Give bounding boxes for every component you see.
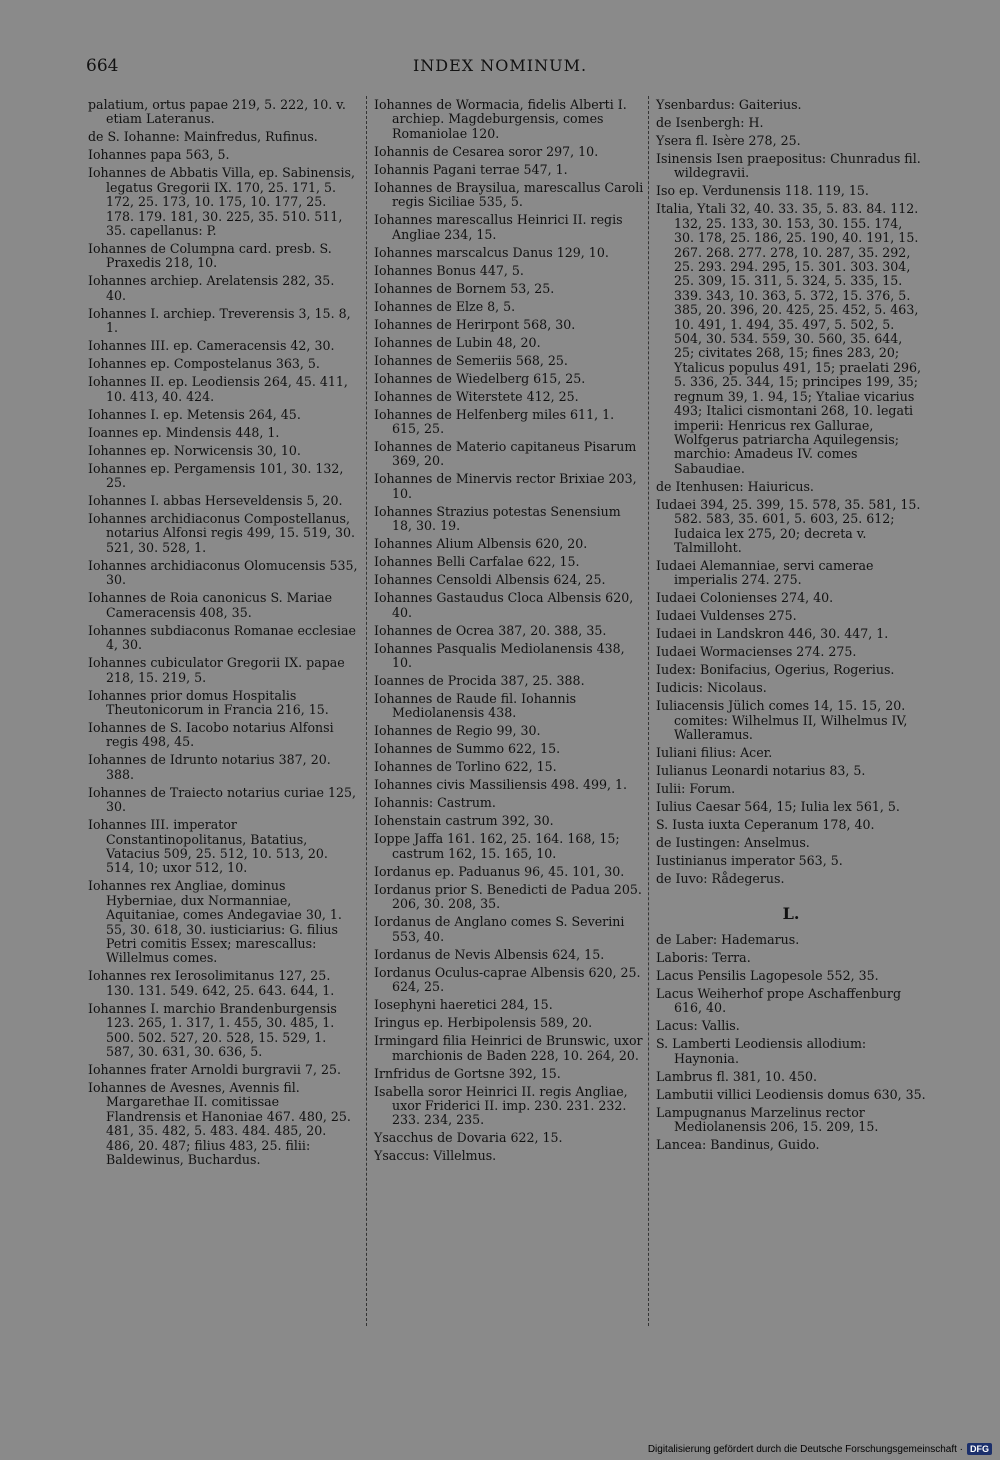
- footer: [648, 1443, 992, 1455]
- index-entry: Iohannes de Minervis rector Brixiae 203, 10.: [374, 471, 637, 501]
- index-entry: de Itenhusen: Haiuricus.: [656, 478, 814, 494]
- section-letter-heading: L.: [782, 903, 800, 923]
- index-entry: Iohannes archidiaconus Compostellanus, notarius Alfonsi regis 499, 15. 519, 30. 521, 30. 528, 1.: [88, 511, 356, 555]
- index-entry: Iohannis de Cesarea soror 297, 10.: [374, 143, 599, 159]
- index-entry: de Iuvo: Rådegerus.: [656, 871, 785, 887]
- index-entry: Iohannes ep. Compostelanus 363, 5.: [88, 356, 320, 372]
- index-column-2: [374, 98, 644, 1167]
- index-entry: Ioannes ep. Mindensis 448, 1.: [88, 424, 280, 440]
- index-entry: Iohannes archidiaconus Olomucensis 535, 30.: [88, 557, 358, 588]
- index-entry: Ysaccus: Villelmus.: [374, 1148, 497, 1164]
- index-entry: Iohannes de Bornem 53, 25.: [374, 280, 555, 296]
- index-entry: Isabella soror Heinrici II. regis Angliae, uxor Friderici II. imp. 230. 231. 232. 233. 234, 235.: [374, 1083, 628, 1128]
- index-entry: Iohannes de Torlino 622, 15.: [374, 759, 557, 775]
- index-entry: Iuliacensis Jülich comes 14, 15. 15, 20. comites: Wilhelmus II, Wilhelmus IV, Walleramus.: [656, 698, 908, 743]
- index-entry: Iohannes frater Arnoldi burgravii 7, 25.: [88, 1062, 341, 1077]
- index-entry: Iordanus Oculus-caprae Albensis 620, 25. 624, 25.: [374, 964, 641, 995]
- index-entry: Iulii: Forum.: [656, 781, 736, 797]
- index-entry: Iudaei Alemanniae, servi camerae imperialis 274. 275.: [656, 557, 874, 588]
- index-entry: Iohannes de Semeriis 568, 25.: [374, 352, 568, 368]
- index-entry: Iohannis Pagani terrae 547, 1.: [374, 161, 568, 177]
- index-entry: Iordanus de Anglano comes S. Severini 553, 40.: [374, 914, 625, 944]
- index-entry: Ioppe Jaffa 161. 162, 25. 164. 168, 15; castrum 162, 15. 165, 10.: [374, 831, 620, 861]
- running-title: INDEX NOMINUM.: [412, 56, 588, 75]
- index-entry: Iohannes III. imperator Constantinopolitanus, Batatius, Vatacius 509, 25. 512, 10. 513, 20. 514, 10; uxor 512, 10.: [88, 817, 328, 876]
- index-entry: Iohannes ep. Pergamensis 101, 30. 132, 25.: [88, 460, 344, 491]
- index-entry: Iudicis: Nicolaus.: [656, 680, 767, 696]
- index-entry: Iohannes de Roia canonicus S. Mariae Cameracensis 408, 35.: [88, 590, 333, 620]
- index-entry: Iohannes de Ocrea 387, 20. 388, 35.: [374, 622, 607, 638]
- index-entry: Iohannes de Abbatis Villa, ep. Sabinensis, legatus Gregorii IX. 170, 25. 171, 5. 172, 25. 173, 10. 175, 10. 177, 25. 178. 179. 181, 30. 225, 35. 510. 511, 35. capellanus: P.: [88, 165, 355, 239]
- index-entry: Iohannes de S. Iacobo notarius Alfonsi regis 498, 45.: [88, 719, 334, 750]
- index-entry: Iohannes Pasqualis Mediolanensis 438, 10.: [374, 640, 625, 671]
- index-entry: Iohannes de Elze 8, 5.: [374, 298, 516, 314]
- index-entry: Iordanus ep. Paduanus 96, 45. 101, 30.: [374, 863, 625, 879]
- index-entry: Iohannes I. ep. Metensis 264, 45.: [88, 406, 301, 422]
- footer-credit: Digitalisierung gefördert durch die Deutsche Forschungsgemeinschaft ·: [647, 1443, 963, 1455]
- index-entry: Isinensis Isen praepositus: Chunradus fil. wildegravii.: [656, 151, 921, 181]
- index-entry: Iohannes Censoldi Albensis 624, 25.: [374, 572, 606, 588]
- column-divider: [366, 96, 367, 1326]
- index-entry: Iustinianus imperator 563, 5.: [656, 853, 843, 869]
- index-entry: Iohannes de Summo 622, 15.: [374, 741, 561, 757]
- index-entry: Iulius Caesar 564, 15; Iulia lex 561, 5.: [656, 799, 900, 815]
- index-entry: Iohannis: Castrum.: [374, 795, 496, 811]
- index-entry: Irnfridus de Gortsne 392, 15.: [374, 1065, 561, 1081]
- index-column-3: [656, 98, 926, 1156]
- index-entry: Iuliani filius: Acer.: [656, 745, 773, 761]
- index-entry: Iohannes Strazius potestas Senensium 18, 30. 19.: [374, 503, 621, 534]
- index-entry: S. Iusta iuxta Ceperanum 178, 40.: [656, 817, 875, 833]
- index-entry: Iohannes I. abbas Herseveldensis 5, 20.: [88, 493, 343, 509]
- index-entry: Lancea: Bandinus, Guido.: [656, 1137, 820, 1153]
- index-entry: Iohannes de Traiecto notarius curiae 125, 30.: [88, 784, 357, 815]
- index-entry: Iohannes I. archiep. Treverensis 3, 15. 8, 1.: [88, 305, 351, 336]
- index-entry: Iohannes de Helfenberg miles 611, 1. 615, 25.: [374, 406, 615, 437]
- index-entry: Ysacchus de Dovaria 622, 15.: [374, 1130, 563, 1146]
- index-entry: Ysera fl. Isère 278, 25.: [656, 133, 801, 148]
- index-entry: Iohannes de Avesnes, Avennis fil. Margarethae II. comitissae Flandrensis et Hanoniae 467. 480, 25. 481, 35. 482, 5. 483. 484. 485, 20. 486, 20. 487; filius 483, 25. filii: Baldewinus, Buchardus.: [88, 1080, 351, 1168]
- index-entry: Iohannes Gastaudus Cloca Albensis 620, 40.: [374, 590, 634, 620]
- index-entry: Iohannes archiep. Arelatensis 282, 35. 40.: [88, 273, 335, 303]
- index-entry: Iordanus de Nevis Albensis 624, 15.: [374, 946, 605, 962]
- dfg-logo: DFG: [967, 1443, 992, 1455]
- index-entry: de Laber: Hademarus.: [656, 931, 800, 947]
- index-entry: Iohannes de Idrunto notarius 387, 20. 388.: [88, 752, 331, 782]
- index-entry: Italia, Ytali 32, 40. 33. 35, 5. 83. 84. 112. 132, 25. 133, 30. 153, 30. 155. 174, 30. 178, 25. 186, 25. 190, 40. 191, 15. 267. 268. 277. 278, 10. 287, 35. 292, 25. 293. 294. 295, 15. 301. 303. 304, 25. 309, 15. 311, 5. 324, 5. 335, 15. 339. 343, 10. 363, 5. 372, 15. 376, 5. 385, 20. 396, 20. 425, 25. 452, 5. 463, 10. 491, 1. 494, 35. 497, 5. 502, 5. 504, 30. 534. 559, 30. 560, 35. 644, 25; civitates 268, 15; fines 283, 20; Ytalicus populus 491, 15; praelati 296, 5. 336, 25. 344, 15; principes 199, 35; regnum 39, 1. 94, 15; Ytaliae vicarius 493; Italici cismontani 268, 10. legati imperii: Henricus rex Gallurae, Wolfgerus patriarcha Aquilegensis; marchio: Amadeus IV. comes Sabaudiae.: [656, 201, 922, 476]
- index-entry: Iohannes I. marchio Brandenburgensis 123. 265, 1. 317, 1. 455, 30. 485, 1. 500. 502. 527, 20. 528, 15. 529, 1. 587, 30. 631, 30. 636, 5.: [88, 1000, 337, 1059]
- index-entry: S. Lamberti Leodiensis allodium: Haynonia.: [656, 1036, 867, 1066]
- index-entry: Iso ep. Verdunensis 118. 119, 15.: [656, 183, 869, 199]
- index-entry: Lacus: Vallis.: [656, 1018, 740, 1034]
- index-entry: Iudaei in Landskron 446, 30. 447, 1.: [656, 626, 889, 642]
- index-entry: de Isenbergh: H.: [656, 115, 764, 130]
- index-column-1: [88, 98, 358, 1171]
- index-entry: Iohannes de Wormacia, fidelis Alberti I. archiep. Magdeburgensis, comes Romaniolae 120.: [374, 97, 627, 141]
- index-entry: Iohannes civis Massiliensis 498. 499, 1.: [374, 777, 628, 793]
- page-number: 664: [86, 56, 119, 76]
- index-entry: Iudaei Colonienses 274, 40.: [656, 590, 834, 606]
- index-entry: Iohannes de Lubin 48, 20.: [374, 334, 541, 350]
- index-entry: Iohannes Bonus 447, 5.: [374, 262, 524, 278]
- index-entry: Irmingard filia Heinrici de Brunswic, uxor marchionis de Baden 228, 10. 264, 20.: [374, 1033, 643, 1063]
- index-entry: Lambrus fl. 381, 10. 450.: [656, 1068, 817, 1084]
- page-header: [86, 56, 914, 80]
- index-entry: Iohannes de Raude fil. Iohannis Mediolanensis 438.: [374, 691, 577, 721]
- index-entry: Lambutii villici Leodiensis domus 630, 35.: [656, 1086, 926, 1102]
- index-entry: Iohannes de Braysilua, marescallus Caroli regis Siciliae 535, 5.: [374, 179, 644, 210]
- index-entry: Iohannes ep. Norwicensis 30, 10.: [88, 442, 301, 458]
- index-entry: Iohannes Alium Albensis 620, 20.: [374, 536, 588, 552]
- index-entry: Iohannes prior domus Hospitalis Theutonicorum in Francia 216, 15.: [88, 687, 329, 717]
- index-entry: Iohannes de Regio 99, 30.: [374, 723, 541, 739]
- index-entry: Lampugnanus Marzelinus rector Mediolanensis 206, 15. 209, 15.: [656, 1104, 879, 1135]
- index-entry: de Iustingen: Anselmus.: [656, 835, 810, 851]
- index-entry: Iohannes de Wiedelberg 615, 25.: [374, 370, 586, 386]
- index-entry: Iohannes de Herirpont 568, 30.: [374, 316, 576, 332]
- index-entry: Iohannes Belli Carfalae 622, 15.: [374, 554, 580, 570]
- index-entry: Iosephyni haeretici 284, 15.: [374, 997, 553, 1013]
- index-entry: Iudaei Wormacienses 274. 275.: [656, 644, 857, 660]
- index-entry: Iohannes subdiaconus Romanae ecclesiae 4, 30.: [88, 622, 356, 653]
- index-entry: Iohannes rex Angliae, dominus Hyberniae, dux Normanniae, Aquitaniae, comes Andegaviae 30, 1. 55, 30. 618, 30. iusticiarius: G. filius Petri comitis Essex; marescallus: Willelmus comes.: [88, 878, 342, 966]
- index-entry: Iohannes papa 563, 5.: [88, 147, 230, 163]
- index-entry: Iudex: Bonifacius, Ogerius, Rogerius.: [656, 662, 895, 678]
- index-entry: Iohannes marescallus Heinrici II. regis Angliae 234, 15.: [374, 212, 623, 242]
- index-entry: Lacus Weiherhof prope Aschaffenburg 616, 40.: [656, 985, 902, 1016]
- index-entry: Iohenstain castrum 392, 30.: [374, 813, 554, 829]
- index-entry: Iohannes marscalcus Danus 129, 10.: [374, 244, 609, 260]
- index-entry: Iohannes II. ep. Leodiensis 264, 45. 411, 10. 413, 40. 424.: [88, 374, 348, 404]
- index-entry: Iohannes rex Ierosolimitanus 127, 25. 130. 131. 549. 642, 25. 643. 644, 1.: [88, 968, 335, 998]
- column-divider: [648, 96, 649, 1326]
- index-entry: Iulianus Leonardi notarius 83, 5.: [656, 763, 866, 779]
- index-entry: Iohannes de Materio capitaneus Pisarum 369, 20.: [374, 439, 637, 469]
- index-entry: Iringus ep. Herbipolensis 589, 20.: [374, 1015, 593, 1031]
- index-entry: Iudaei 394, 25. 399, 15. 578, 35. 581, 15. 582. 583, 35. 601, 5. 603, 25. 612; Iudaica lex 275, 20; decreta v. Talmilloht.: [656, 496, 921, 555]
- index-entry: de S. Iohanne: Mainfredus, Rufinus.: [88, 129, 318, 145]
- index-entry: Iordanus prior S. Benedicti de Padua 205. 206, 30. 208, 35.: [374, 881, 642, 912]
- index-entry: Iohannes de Columpna card. presb. S. Praxedis 218, 10.: [88, 241, 332, 271]
- index-entry: Iohannes de Witerstete 412, 25.: [374, 388, 579, 404]
- index-entry: palatium, ortus papae 219, 5. 222, 10. v. etiam Lateranus.: [88, 97, 346, 127]
- index-entry: Ioannes de Procida 387, 25. 388.: [374, 673, 585, 689]
- index-entry: Iudaei Vuldenses 275.: [656, 608, 797, 624]
- index-entry: Iohannes III. ep. Cameracensis 42, 30.: [88, 338, 335, 354]
- index-entry: Lacus Pensilis Lagopesole 552, 35.: [656, 967, 879, 983]
- index-entry: Ysenbardus: Gaiterius.: [656, 97, 802, 112]
- index-entry: Iohannes cubiculator Gregorii IX. papae 218, 15. 219, 5.: [88, 655, 345, 685]
- index-entry: Laboris: Terra.: [656, 949, 751, 965]
